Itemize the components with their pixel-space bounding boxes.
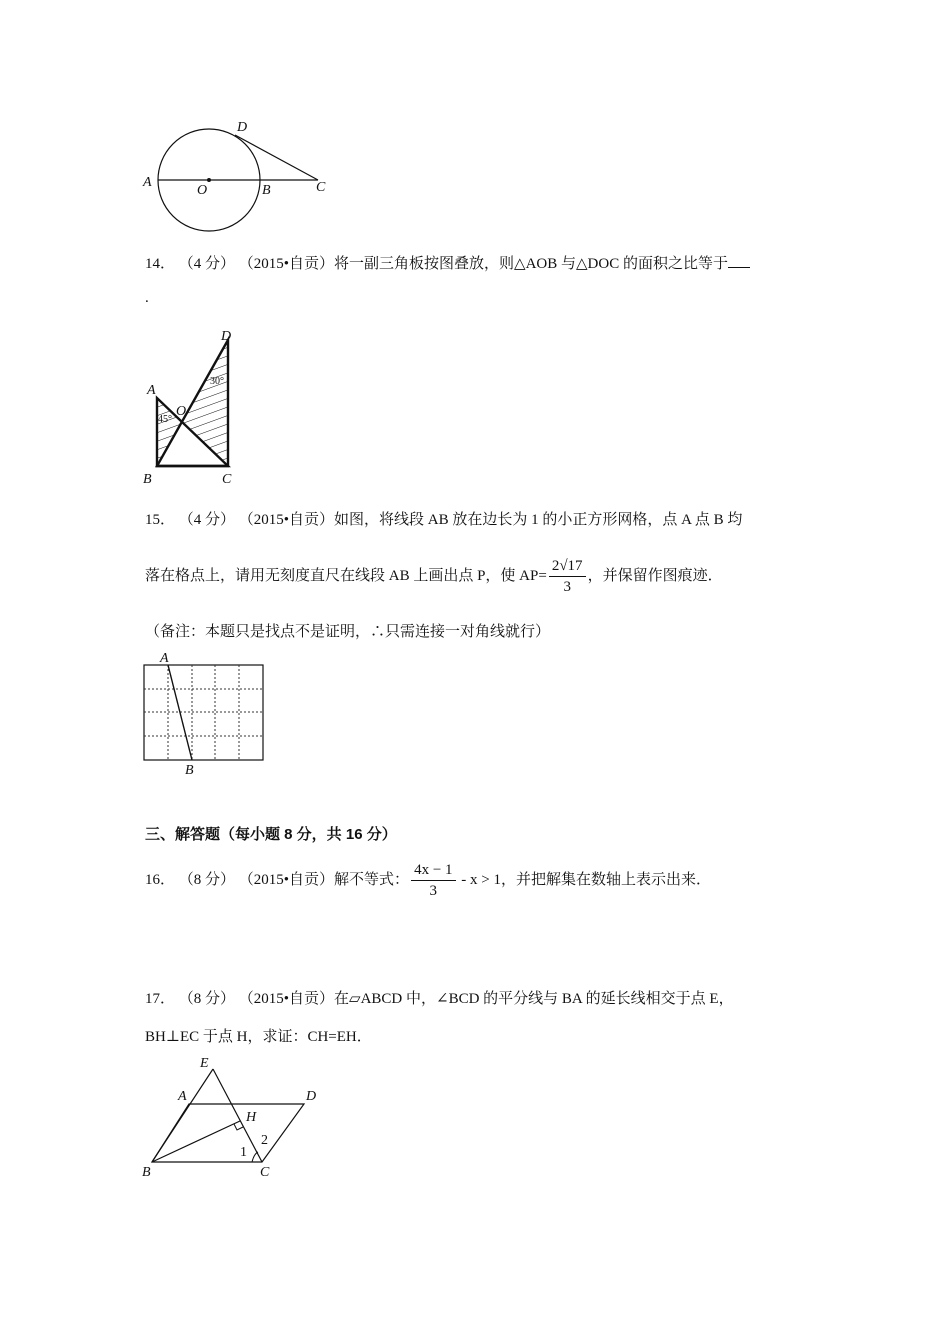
- angle-45-label: 45°: [158, 414, 172, 425]
- label-b: B: [262, 183, 271, 198]
- q16-pre: 解不等式：: [334, 871, 410, 888]
- q16-frac-num: 4x − 1: [411, 860, 455, 881]
- q15-note: （备注：本题只是找点不是证明，∴只需连接一对角线就行）: [145, 624, 551, 640]
- q14-score: （4 分）: [178, 256, 236, 272]
- label-o: O: [176, 404, 187, 419]
- label-a: A: [143, 175, 152, 190]
- q14-question: 将一副三角板按图叠放，则△AOB 与△DOC 的面积之比等于: [334, 256, 728, 272]
- circle-tangent-figure: [140, 118, 340, 238]
- q15-text: 如图，将线段 AB 放在边长为 1 的小正方形网格，点 A 点 B 均: [334, 512, 743, 528]
- q15-fraction: [549, 556, 586, 597]
- q14-text: [145, 252, 750, 273]
- label-b: B: [185, 763, 194, 778]
- parallelogram-figure: [140, 1052, 330, 1182]
- q16-score: （8 分）: [178, 871, 236, 888]
- angle-30-label: 30°: [210, 376, 224, 387]
- label-e: E: [200, 1056, 209, 1071]
- q17-text: 在▱ABCD 中，∠BCD 的平分线与 BA 的延长线相交于点 E，: [334, 991, 734, 1007]
- label-a: A: [178, 1089, 187, 1104]
- q15-frac-num: 2√17: [549, 556, 586, 577]
- q15-number: 15．: [145, 512, 176, 528]
- q14-blank: [728, 255, 750, 268]
- q16-fraction: [411, 860, 455, 901]
- label-c: C: [222, 472, 232, 487]
- q15-line2: [145, 556, 723, 597]
- q15-frac-den: 3: [563, 579, 571, 595]
- q14-number: 14．: [145, 256, 176, 272]
- q17-number: 17．: [145, 991, 176, 1007]
- grid-figure: [140, 648, 270, 780]
- q14-source: （2015•自贡）: [238, 256, 335, 272]
- label-d: D: [306, 1089, 317, 1104]
- q16-inequality: - x > 1: [461, 871, 501, 888]
- label-a: A: [147, 383, 156, 398]
- triangle-doc: [182, 340, 228, 466]
- center-dot: [207, 178, 211, 182]
- q17-line1: [145, 987, 734, 1008]
- q15-score: （4 分）: [178, 512, 236, 528]
- label-c: C: [260, 1165, 270, 1180]
- q14-blank-end: .: [145, 290, 149, 306]
- q16-source: （2015•自贡）: [238, 871, 335, 888]
- q16-post: ，并把解集在数轴上表示出来．: [501, 871, 712, 888]
- label-b: B: [142, 1165, 151, 1180]
- label-1: 1: [240, 1145, 247, 1160]
- parallelogram-abcd: [152, 1104, 304, 1162]
- label-b: B: [143, 472, 152, 487]
- triangle-boards-figure: [140, 328, 250, 488]
- label-h: H: [246, 1110, 257, 1125]
- q15-source: （2015•自贡）: [238, 512, 335, 528]
- q15-text3: ，并保留作图痕迹．: [587, 567, 723, 584]
- label-d: D: [237, 120, 248, 135]
- q16-frac-den: 3: [429, 883, 438, 899]
- q17-source: （2015•自贡）: [238, 991, 335, 1007]
- section-heading: 三、解答题（每小题 8 分，共 16 分）: [145, 826, 397, 843]
- q15-line1: [145, 508, 742, 529]
- tangent-d-c: [235, 135, 318, 180]
- label-a: A: [160, 651, 169, 666]
- label-c: C: [316, 180, 326, 195]
- grid-lines: [144, 665, 263, 760]
- q17-score: （8 分）: [178, 991, 236, 1007]
- right-angle-mark: [234, 1124, 243, 1130]
- q16-text: [145, 860, 711, 901]
- label-d: D: [221, 329, 232, 344]
- q16-number: 16．: [145, 871, 176, 888]
- q17-line2: BH⊥EC 于点 H，求证：CH=EH．: [145, 1029, 372, 1045]
- label-2: 2: [261, 1133, 268, 1148]
- label-o: O: [197, 183, 208, 198]
- q15-text2: 落在格点上，请用无刻度直尺在线段 AB 上画出点 P，使 AP=: [145, 567, 547, 584]
